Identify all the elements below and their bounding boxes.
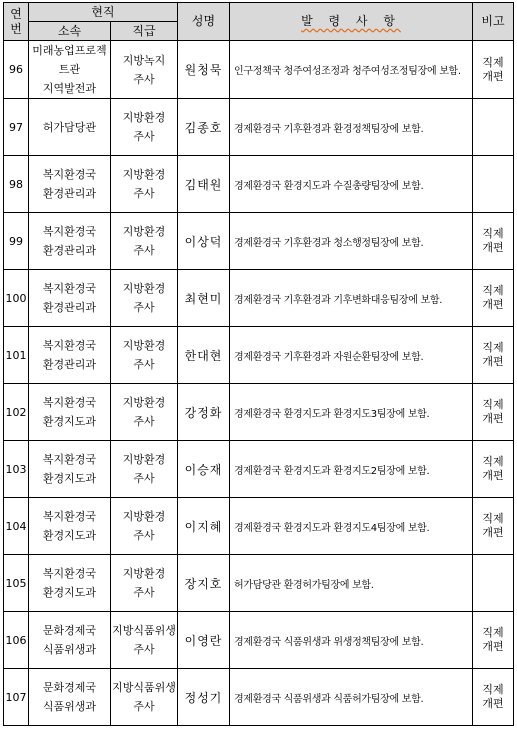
- table-row: [4, 41, 514, 99]
- appointment-cell: 경제환경국 식품위생과 식품허가팀장에 보함.: [230, 669, 473, 726]
- table-row: [4, 213, 514, 270]
- serial-number-cell: 104: [4, 498, 29, 555]
- table-row: [4, 327, 514, 384]
- remarks-cell: 직제 개편: [473, 441, 514, 498]
- appointment-cell: 경제환경국 기후환경과 기후변화대응팀장에 보함.: [230, 270, 473, 327]
- header-department: 소속: [29, 22, 111, 41]
- department-cell: 복지환경국 환경지도과: [29, 384, 111, 441]
- name-cell: 김태원: [178, 156, 230, 213]
- appointment-cell: 경제환경국 기후환경과 청소행정팀장에 보함.: [230, 213, 473, 270]
- remarks-cell: 직제 개편: [473, 41, 514, 99]
- grade-cell: 지방녹지 주사: [111, 41, 178, 99]
- serial-number-cell: 107: [4, 669, 29, 726]
- table-row: [4, 99, 514, 156]
- name-cell: 이상덕: [178, 213, 230, 270]
- name-cell: 한대현: [178, 327, 230, 384]
- remarks-cell: 직제 개편: [473, 612, 514, 669]
- department-cell: 문화경제국 식품위생과: [29, 669, 111, 726]
- department-cell: 복지환경국 환경지도과: [29, 441, 111, 498]
- serial-number-cell: 105: [4, 555, 29, 612]
- remarks-cell: [473, 555, 514, 612]
- appointment-cell: 경제환경국 환경지도과 환경지도2팀장에 보함.: [230, 441, 473, 498]
- name-cell: 최현미: [178, 270, 230, 327]
- header-current-position: 현직: [29, 3, 178, 22]
- serial-number-cell: 106: [4, 612, 29, 669]
- grade-cell: 지방환경 주사: [111, 213, 178, 270]
- department-cell: 복지환경국 환경지도과: [29, 498, 111, 555]
- serial-number-cell: 99: [4, 213, 29, 270]
- department-cell: 복지환경국 환경관리과: [29, 270, 111, 327]
- appointment-cell: 경제환경국 환경지도과 환경지도4팀장에 보함.: [230, 498, 473, 555]
- table-row: [4, 441, 514, 498]
- remarks-cell: 직제 개편: [473, 270, 514, 327]
- department-cell: 문화경제국 식품위생과: [29, 612, 111, 669]
- table-row: [4, 498, 514, 555]
- grade-cell: 지방환경 주사: [111, 327, 178, 384]
- remarks-cell: 직제 개편: [473, 498, 514, 555]
- department-cell: 복지환경국 환경관리과: [29, 327, 111, 384]
- department-cell: 복지환경국 환경지도과: [29, 555, 111, 612]
- appointment-cell: 경제환경국 환경지도과 수질총량팀장에 보함.: [230, 156, 473, 213]
- serial-number-cell: 96: [4, 41, 29, 99]
- serial-number-cell: 97: [4, 99, 29, 156]
- table-row: [4, 612, 514, 669]
- grade-cell: 지방환경 주사: [111, 555, 178, 612]
- serial-number-cell: 98: [4, 156, 29, 213]
- serial-number-cell: 102: [4, 384, 29, 441]
- name-cell: 이영란: [178, 612, 230, 669]
- personnel-order-table: [3, 2, 514, 726]
- appointment-cell: 인구정책국 청주여성조정과 청주여성조정팀장에 보함.: [230, 41, 473, 99]
- grade-cell: 지방환경 주사: [111, 156, 178, 213]
- appointment-cell: 경제환경국 기후환경과 환경정책팀장에 보함.: [230, 99, 473, 156]
- header-name: 성명: [178, 3, 230, 41]
- remarks-cell: 직제 개편: [473, 669, 514, 726]
- remarks-cell: [473, 156, 514, 213]
- table-row: [4, 156, 514, 213]
- grade-cell: 지방식품위생 주사: [111, 612, 178, 669]
- name-cell: 이지혜: [178, 498, 230, 555]
- name-cell: 김종호: [178, 99, 230, 156]
- header-remarks: 비고: [473, 3, 514, 41]
- header-appointment: 발 령 사 항: [230, 3, 473, 41]
- department-cell: 복지환경국 환경관리과: [29, 156, 111, 213]
- grade-cell: 지방환경 주사: [111, 270, 178, 327]
- name-cell: 이승재: [178, 441, 230, 498]
- serial-number-cell: 103: [4, 441, 29, 498]
- appointment-cell: 허가담당관 환경허가팀장에 보함.: [230, 555, 473, 612]
- remarks-cell: 직제 개편: [473, 327, 514, 384]
- grade-cell: 지방식품위생 주사: [111, 669, 178, 726]
- grade-cell: 지방환경 주사: [111, 441, 178, 498]
- department-cell: 복지환경국 환경관리과: [29, 213, 111, 270]
- name-cell: 장지호: [178, 555, 230, 612]
- header-grade: 직급: [111, 22, 178, 41]
- grade-cell: 지방환경 주사: [111, 498, 178, 555]
- grade-cell: 지방환경 주사: [111, 99, 178, 156]
- appointment-cell: 경제환경국 환경지도과 환경지도3팀장에 보함.: [230, 384, 473, 441]
- appointment-cell: 경제환경국 기후환경과 자원순환팀장에 보함.: [230, 327, 473, 384]
- table-row: [4, 669, 514, 726]
- name-cell: 강정화: [178, 384, 230, 441]
- remarks-cell: 직제 개편: [473, 384, 514, 441]
- serial-number-cell: 101: [4, 327, 29, 384]
- remarks-cell: 직제 개편: [473, 213, 514, 270]
- header-serial-number: 연 번: [4, 3, 29, 41]
- department-cell: 허가담당관: [29, 99, 111, 156]
- appointment-cell: 경제환경국 식품위생과 위생정책팀장에 보함.: [230, 612, 473, 669]
- name-cell: 정성기: [178, 669, 230, 726]
- table-row: [4, 384, 514, 441]
- remarks-cell: [473, 99, 514, 156]
- table-row: [4, 555, 514, 612]
- grade-cell: 지방환경 주사: [111, 384, 178, 441]
- table-row: [4, 270, 514, 327]
- serial-number-cell: 100: [4, 270, 29, 327]
- department-cell: 미래농업프로젝트관 지역발전과: [29, 41, 111, 99]
- name-cell: 원청묵: [178, 41, 230, 99]
